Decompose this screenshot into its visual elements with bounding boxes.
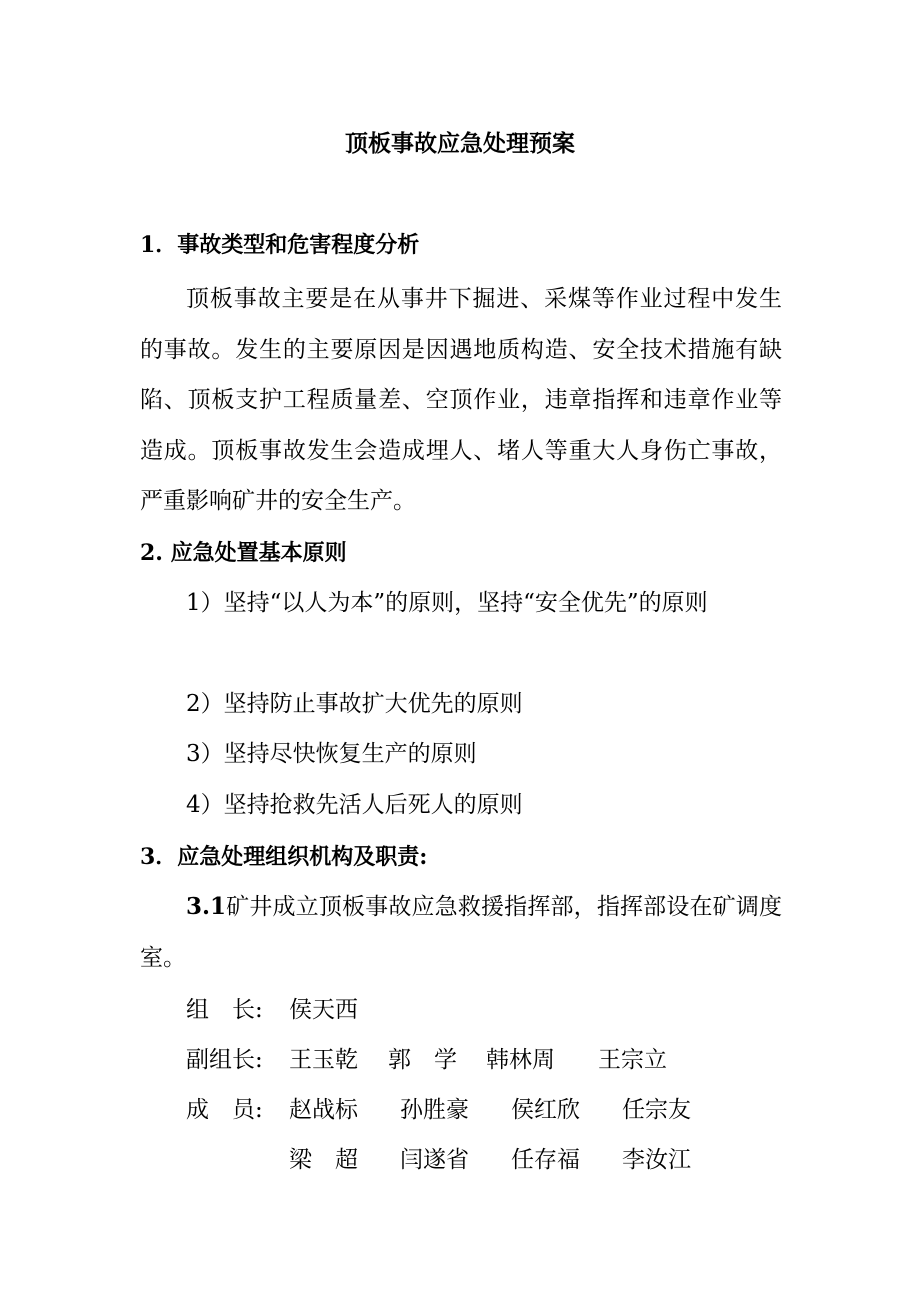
section-1-paragraph: 顶板事故主要是在从事井下掘进、采煤等作业过程中发生的事故。发生的主要原因是因遇地质构造、安全技术措施有缺陷、顶板支护工程质量差、空顶作业，违章指挥和违章作业等造成。顶板事故发生会造成埋人、堵人等重大人身伤亡事故，严重影响矿井的安全生产。 (140, 286, 782, 514)
deputy-name-2: 郭 学 (388, 1047, 457, 1073)
member-name: 任存福 (511, 1147, 580, 1173)
principle-3: 3）坚持尽快恢复生产的原则 (186, 741, 477, 767)
leader-label: 组 长: (186, 997, 263, 1023)
member-label: 成 员: (186, 1097, 263, 1123)
member-name: 孙胜豪 (400, 1097, 469, 1123)
deputy-name-1: 王玉乾 (289, 1047, 358, 1073)
section-2-heading: 2. 应急处置基本原则 (140, 540, 347, 566)
deputy-name-4: 王宗立 (598, 1047, 667, 1073)
section-3-1-paragraph (140, 882, 782, 983)
principle-1: 1）坚持“以人为本”的原则，坚持“安全优先”的原则 (186, 590, 708, 616)
member-name: 李汝江 (622, 1147, 691, 1173)
section-3-1-text: 矿井成立顶板事故应急救援指挥部，指挥部设在矿调度室。 (140, 894, 782, 971)
member-name: 侯红欣 (511, 1097, 580, 1123)
member-name: 梁 超 (289, 1147, 358, 1173)
leader-name: 侯天西 (289, 997, 358, 1023)
member-name: 任宗友 (622, 1097, 691, 1123)
member-name: 闫遂省 (400, 1147, 469, 1173)
section-3-1-number: 3.1 (186, 893, 227, 920)
document-title: 顶板事故应急处理预案 (345, 130, 575, 157)
section-3-heading: 3．应急处理组织机构及职责: (140, 844, 428, 870)
principle-4: 4）坚持抢救先活人后死人的原则 (186, 792, 523, 818)
deputy-name-3: 韩林周 (486, 1047, 555, 1073)
section-1-heading: 1．事故类型和危害程度分析 (140, 232, 420, 258)
principle-2: 2）坚持防止事故扩大优先的原则 (186, 691, 523, 717)
member-name: 赵战标 (289, 1097, 358, 1123)
deputy-label: 副组长: (186, 1047, 263, 1073)
